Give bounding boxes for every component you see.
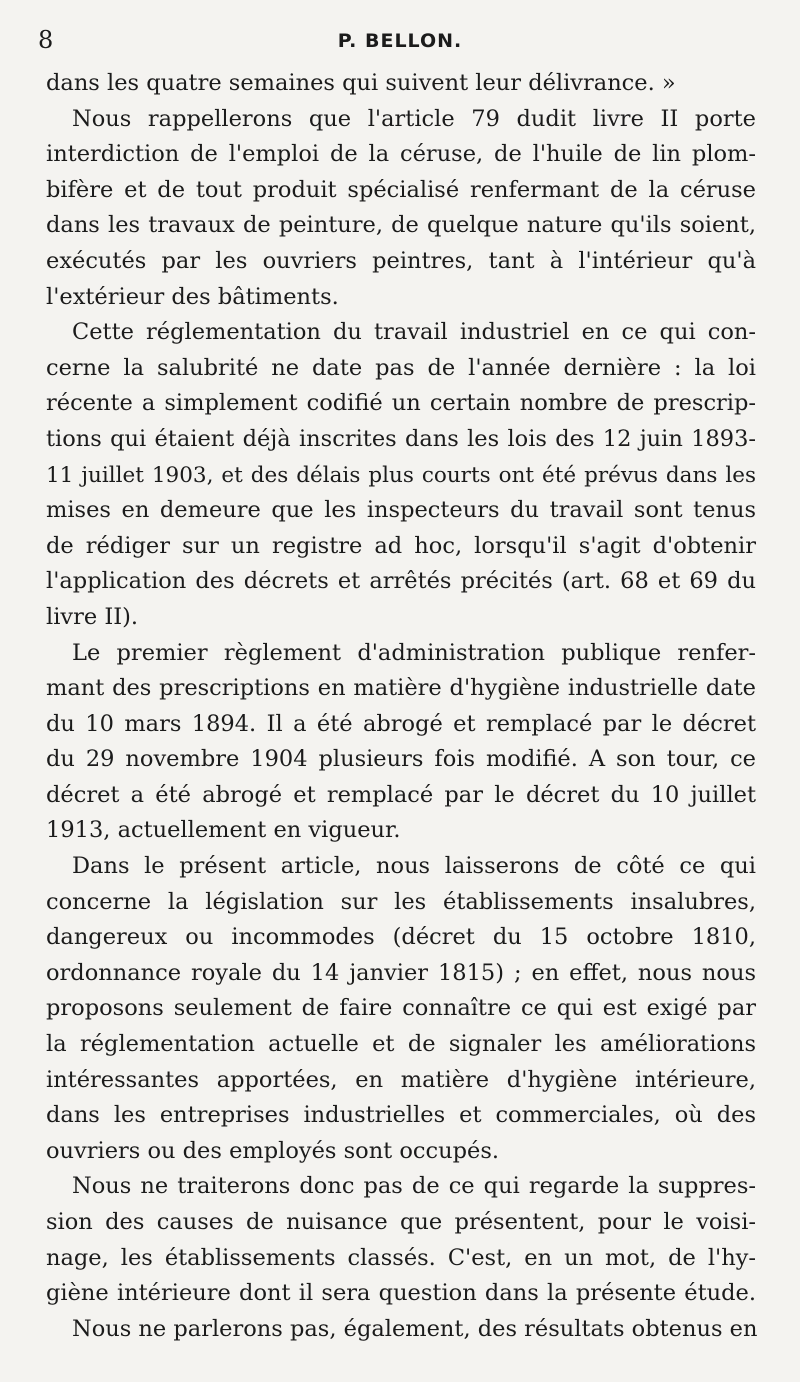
body-text	[46, 66, 756, 1347]
text-line: dans les quatre semaines qui suivent leur délivrance. »	[46, 70, 676, 96]
text-line: interdiction de l'emploi de la céruse, de l'huile de lin plom-	[46, 141, 756, 168]
text-line: giène intérieure dont il sera question dans la présente étude.	[46, 1280, 756, 1307]
text-line: sion des causes de nuisance que présentent, pour le voisi-	[46, 1209, 756, 1235]
page-number: 8	[38, 26, 54, 54]
text-line: Nous ne parlerons pas, également, des résultats obtenus en	[72, 1315, 758, 1342]
text-line: l'application des décrets et arrêtés précités (art. 68 et 69 du	[46, 568, 756, 595]
text-line: nage, les établissements classés. C'est, en un mot, de l'hy-	[46, 1244, 756, 1271]
running-head: P. BELLON.	[337, 30, 463, 52]
text-line: du 29 novembre 1904 plusieurs fois modifié. A son tour, ce	[46, 746, 756, 773]
text-line: décret a été abrogé et remplacé par le décret du 10 juillet	[46, 781, 756, 808]
text-line: dangereux ou incommodes (décret du 15 octobre 1810,	[46, 924, 756, 951]
text-line: l'extérieur des bâtiments.	[46, 283, 339, 310]
text-line: récente a simplement codifié un certain nombre de prescrip-	[46, 390, 756, 417]
text-line: Dans le présent article, nous laisserons de côté ce qui	[72, 853, 756, 880]
text-line: dans les travaux de peinture, de quelque nature qu'ils soient,	[46, 212, 756, 239]
text-line: concerne la législation sur les établissements insalubres,	[46, 888, 756, 915]
text-line: de rédiger sur un registre ad hoc, lorsqu'il s'agit d'obtenir	[46, 532, 756, 559]
text-line: dans les entreprises industrielles et commerciales, où des	[46, 1102, 756, 1129]
text-line: cerne la salubrité ne date pas de l'année dernière : la loi	[46, 354, 756, 381]
text-line: ouvriers ou des employés sont occupés.	[46, 1137, 500, 1164]
text-line: mant des prescriptions en matière d'hygiène industrielle date	[46, 675, 756, 702]
page-header	[0, 26, 800, 62]
text-line: livre II).	[46, 603, 139, 630]
text-line: la réglementation actuelle et de signaler les améliorations	[46, 1031, 756, 1058]
text-line: bifère et de tout produit spécialisé renfermant de la céruse	[46, 176, 756, 203]
text-line: exécutés par les ouvriers peintres, tant à l'intérieur qu'à	[46, 247, 756, 274]
text-line: Nous rappellerons que l'article 79 dudit livre II porte	[72, 105, 756, 132]
text-line: Nous ne traiterons donc pas de ce qui regarde la suppres-	[72, 1173, 756, 1200]
text-line: mises en demeure que les inspecteurs du travail sont tenus	[46, 497, 756, 524]
text-line: 11 juillet 1903, et des délais plus courts ont été prévus dans les	[46, 462, 756, 488]
text-line: 1913, actuellement en vigueur.	[46, 817, 401, 844]
text-line: tions qui étaient déjà inscrites dans les lois des 12 juin 1893-	[46, 425, 756, 452]
text-line: intéressantes apportées, en matière d'hygiène intérieure,	[46, 1066, 756, 1093]
text-line: proposons seulement de faire connaître ce qui est exigé par	[46, 995, 756, 1022]
text-line: ordonnance royale du 14 janvier 1815) ; en effet, nous nous	[46, 959, 756, 986]
text-line: du 10 mars 1894. Il a été abrogé et remplacé par le décret	[46, 710, 756, 737]
text-line: Cette réglementation du travail industriel en ce qui con-	[72, 319, 756, 346]
text-line: Le premier règlement d'administration publique renfer-	[72, 639, 756, 666]
